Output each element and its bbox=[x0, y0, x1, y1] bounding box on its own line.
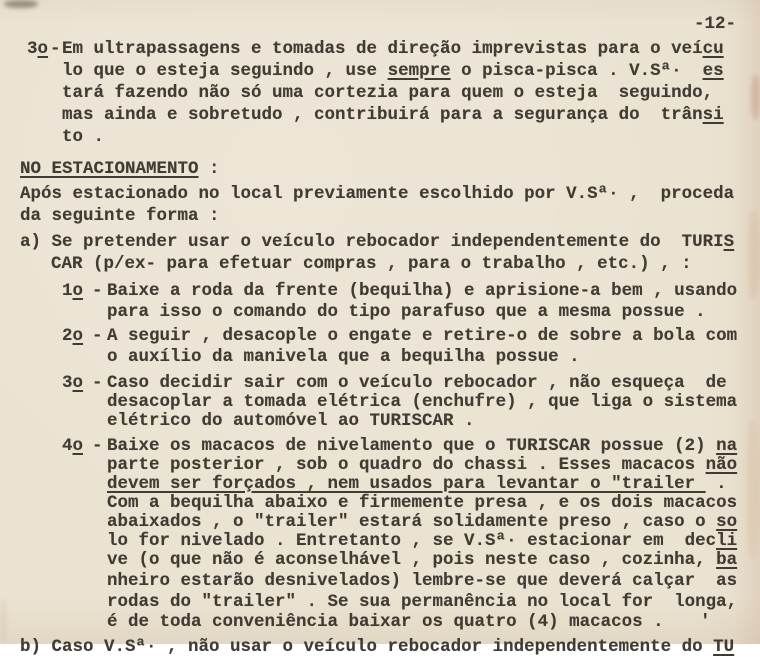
text-part bbox=[107, 328, 737, 346]
text-line bbox=[0, 413, 760, 435]
text-run: rodas do "trailer" . Se sua permanência no local for longa, bbox=[107, 592, 738, 612]
text-run: so bbox=[716, 512, 738, 532]
text-part bbox=[62, 129, 104, 147]
text-part bbox=[107, 594, 737, 612]
text-line bbox=[0, 349, 760, 371]
text-part bbox=[20, 186, 734, 204]
text-run: o bbox=[72, 326, 84, 346]
text-run: A seguir , desacople o engate e retire-o de sobre a bola com bbox=[107, 326, 738, 346]
text-line bbox=[0, 41, 760, 63]
text-run: CAR (p/ex- para efetuar compras , para o trabalho , etc.) , : bbox=[51, 254, 692, 274]
text-run: lo for nivelado . Entretanto , se V.Sª· estacionar em dec bbox=[107, 531, 717, 551]
text-line bbox=[0, 208, 760, 230]
text-run: : bbox=[198, 159, 220, 179]
text-run: b) Caso V.Sª· , não usar o veículo rebocador independentemente do bbox=[20, 637, 714, 657]
text-run: o pisca-pisca . V.Sª· bbox=[450, 61, 703, 81]
text-run: cu bbox=[702, 39, 724, 59]
text-part bbox=[27, 41, 48, 59]
text-run: o bbox=[37, 39, 49, 59]
text-run: es bbox=[702, 61, 724, 81]
text-run: 3 bbox=[62, 373, 73, 393]
text-run: desacoplar a tomada elétrica (enchufre) , que liga o sistema bbox=[107, 392, 738, 412]
text-run: sempre bbox=[387, 61, 451, 81]
text-part bbox=[107, 349, 580, 367]
text-part bbox=[20, 161, 220, 179]
text-part bbox=[62, 328, 83, 346]
text-line bbox=[0, 234, 760, 256]
text-run: é de toda conveniência baixar os quatro (4) macacos . bbox=[107, 612, 664, 632]
text-run: Em ultrapassagens e tomadas de direção imprevistas para o veí bbox=[62, 39, 703, 59]
text-part bbox=[20, 639, 734, 657]
text-part bbox=[92, 328, 103, 346]
text-run: o auxílio da manivela que a bequilha possue . bbox=[107, 347, 580, 367]
text-part bbox=[62, 283, 83, 301]
text-run: Após estacionado no local previamente escolhido por V.Sª· , proceda bbox=[20, 184, 735, 204]
text-part bbox=[20, 208, 220, 226]
text-part bbox=[107, 438, 737, 456]
text-run: - bbox=[92, 373, 103, 393]
text-run: ' bbox=[700, 612, 711, 632]
text-run: da seguinte forma : bbox=[20, 206, 220, 226]
text-part bbox=[50, 41, 61, 59]
text-part bbox=[107, 476, 727, 494]
text-part bbox=[107, 394, 737, 412]
text-part bbox=[51, 256, 692, 274]
text-part bbox=[20, 234, 734, 252]
text-run: a) Se pretender usar o veículo rebocador independentemente do TURI bbox=[20, 232, 724, 252]
text-run: devem ser forçados , nem usados para levantar o "trailer bbox=[107, 474, 706, 494]
text-run: Baixe os macacos de nivelamento que o TURISCAR possue (2) bbox=[107, 436, 717, 456]
text-part bbox=[92, 283, 103, 301]
text-part bbox=[107, 573, 737, 591]
text-run: parte posterior , sob o quadro do chassi . Esses macacos bbox=[107, 455, 706, 475]
text-run: nheiro estarão desnivelados) lembre-se que deverá calçar as bbox=[107, 571, 738, 591]
text-line bbox=[0, 129, 760, 151]
text-part bbox=[62, 375, 83, 393]
text-run: TU bbox=[713, 637, 735, 657]
text-part bbox=[107, 457, 737, 475]
text-run: o bbox=[72, 436, 84, 456]
text-line bbox=[0, 161, 760, 183]
text-run: - bbox=[92, 326, 103, 346]
text-run: o bbox=[72, 281, 84, 301]
text-run: Com a bequilha abaixo e firmemente presa , e os dois macacos bbox=[107, 493, 738, 513]
text-run: li bbox=[716, 531, 738, 551]
text-run: mas ainda e sobretudo , contribuirá para a segurança do trân bbox=[62, 105, 703, 125]
text-line bbox=[0, 85, 760, 107]
text-run: - bbox=[50, 39, 61, 59]
text-part bbox=[107, 283, 737, 301]
text-line bbox=[0, 107, 760, 129]
text-part bbox=[107, 413, 475, 431]
text-part bbox=[62, 107, 724, 125]
text-line bbox=[0, 63, 760, 85]
text-part bbox=[107, 375, 727, 393]
text-run: - bbox=[92, 436, 103, 456]
text-run: 4 bbox=[62, 436, 73, 456]
text-run: Baixe a roda da frente (bequilha) e aprisione-a bem , usando bbox=[107, 281, 738, 301]
text-run: elétrico do automóvel ao TURISCAR . bbox=[107, 411, 475, 431]
text-run: lo que o esteja seguindo , use bbox=[62, 61, 388, 81]
page-number: -12- bbox=[694, 14, 737, 34]
text-line bbox=[0, 186, 760, 208]
text-run: to . bbox=[62, 127, 105, 147]
text-run: . bbox=[705, 474, 727, 494]
text-run: o bbox=[72, 373, 84, 393]
text-run: ba bbox=[716, 550, 738, 570]
text-run: não bbox=[705, 455, 738, 475]
scan-artifact bbox=[4, 0, 38, 8]
text-part bbox=[107, 514, 737, 532]
text-part bbox=[107, 495, 737, 513]
text-line bbox=[0, 256, 760, 278]
text-part bbox=[92, 438, 103, 456]
text-part bbox=[62, 438, 83, 456]
text-run: 1 bbox=[62, 281, 73, 301]
text-run: na bbox=[716, 436, 738, 456]
text-run: 3 bbox=[27, 39, 38, 59]
text-run: para isso o comando do tipo parafuso que a mesma possue . bbox=[107, 302, 706, 322]
text-run: NO ESTACIONAMENTO bbox=[20, 159, 199, 179]
text-run: si bbox=[702, 105, 724, 125]
text-run: Caso decidir sair com o veículo rebocador , não esqueça de bbox=[107, 373, 727, 393]
text-part bbox=[107, 614, 664, 632]
text-run: 2 bbox=[62, 326, 73, 346]
text-run: S bbox=[723, 232, 735, 252]
text-part bbox=[700, 614, 711, 632]
text-run: abaixados , o "trailer" estará solidamente preso , caso o bbox=[107, 512, 717, 532]
text-part bbox=[62, 85, 713, 103]
text-line bbox=[0, 304, 760, 326]
text-part bbox=[62, 41, 724, 59]
text-run: ve (o que não é aconselhável , pois neste caso , cozinha, bbox=[107, 550, 717, 570]
text-part bbox=[62, 63, 724, 81]
text-line bbox=[0, 639, 760, 661]
text-part bbox=[107, 304, 706, 322]
text-part bbox=[92, 375, 103, 393]
text-part bbox=[107, 552, 737, 570]
text-line bbox=[0, 614, 760, 636]
text-run: tará fazendo não só uma cortezia para quem o esteja seguindo, bbox=[62, 83, 714, 103]
text-part bbox=[107, 533, 737, 551]
text-run: - bbox=[92, 281, 103, 301]
